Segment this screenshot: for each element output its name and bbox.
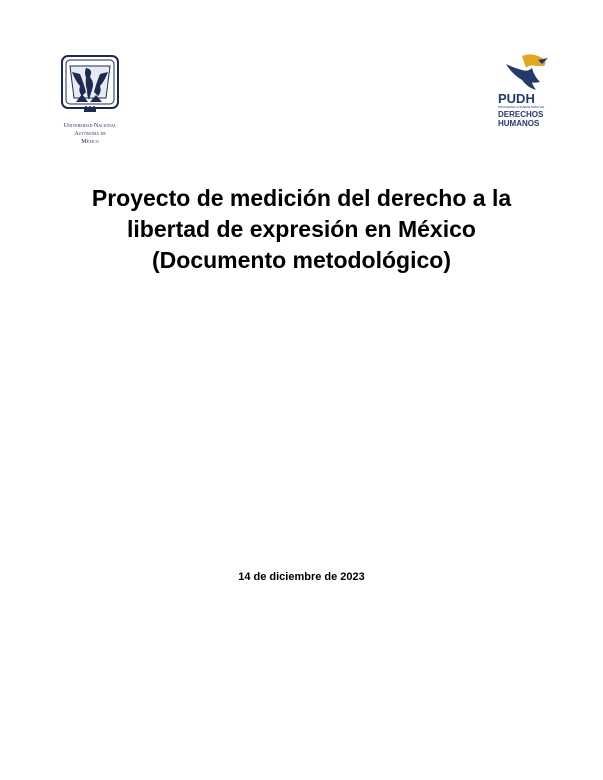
title-line: libertad de expresión en México: [127, 216, 476, 242]
unam-caption-line: Autónoma de: [74, 131, 106, 137]
pudh-name: PUDH: [498, 91, 535, 106]
unam-logo: [52, 52, 128, 147]
pudh-logo: [496, 52, 554, 132]
pudh-word: HUMANOS: [498, 119, 540, 128]
title-line: (Documento metodológico): [152, 247, 451, 273]
title-line: Proyecto de medición del derecho a la: [91, 185, 512, 211]
pudh-subtitle: PROGRAMA UNIVERSITARIO DE: [498, 105, 545, 109]
pudh-words: [498, 110, 543, 128]
unam-caption-line: México: [81, 139, 99, 145]
unam-caption: [52, 122, 128, 146]
unam-seal-icon: [56, 52, 124, 120]
pudh-word: DERECHOS: [498, 110, 544, 119]
pudh-bird-icon: [502, 52, 550, 92]
document-title: [40, 183, 563, 276]
document-date: 14 de diciembre de 2023: [238, 571, 365, 583]
unam-caption-line: Universidad Nacional: [63, 123, 117, 129]
